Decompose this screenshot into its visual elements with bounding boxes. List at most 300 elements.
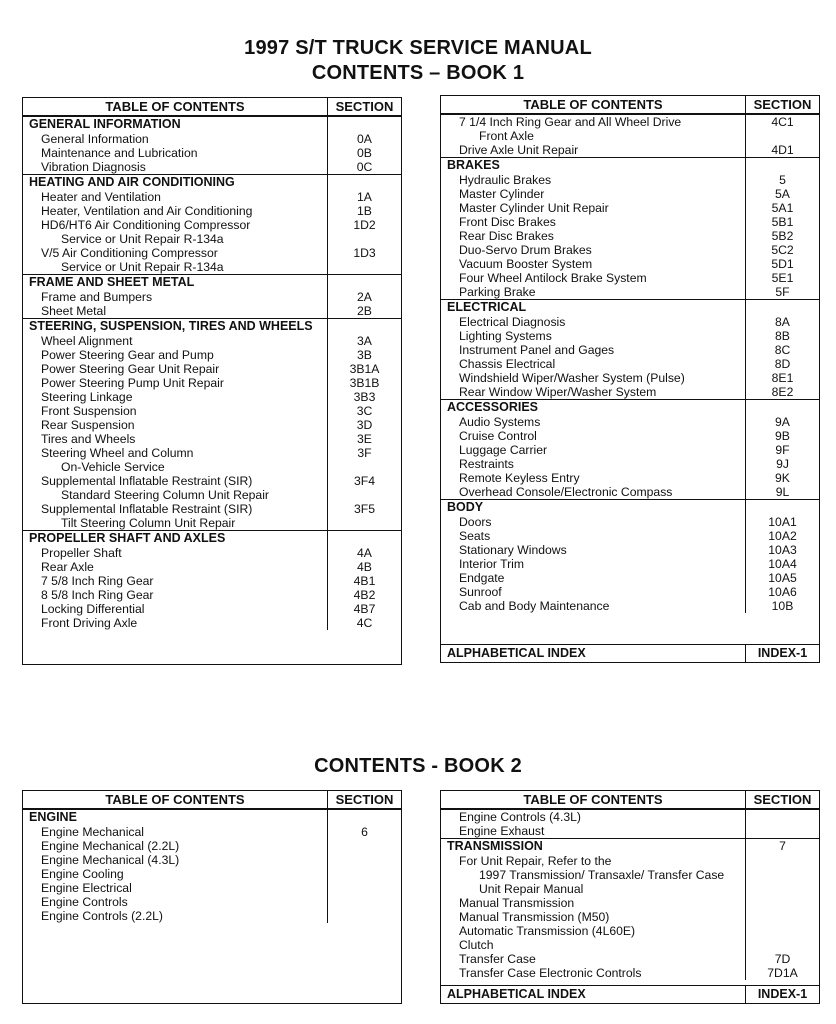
entry-section-code: 1A: [357, 190, 372, 204]
entry-title-text: 7 1/4 Inch Ring Gear and All Wheel Drive: [459, 115, 682, 129]
section-header-label: SECTION: [327, 98, 401, 115]
entry-title-text: Hydraulic Brakes: [459, 173, 552, 187]
section-header-label: SECTION: [745, 96, 819, 113]
entry-section-code: 10A5: [768, 571, 797, 585]
entry-section-code: 8E2: [771, 385, 794, 399]
toc-entry: [441, 343, 819, 357]
toc-entry: [23, 825, 401, 839]
entry-title-text: Drive Axle Unit Repair: [459, 143, 579, 157]
toc-entry: [23, 602, 401, 616]
entry-title-text: Engine Mechanical (2.2L): [41, 839, 180, 853]
entry-title: [441, 854, 746, 868]
toc-entry: [441, 201, 819, 215]
toc-entry: [23, 432, 401, 446]
entry-title: [441, 385, 746, 399]
entry-title: [441, 938, 746, 952]
entry-title-text: 8 5/8 Inch Ring Gear: [41, 588, 154, 602]
group-heading: ELECTRICAL: [447, 300, 527, 314]
entry-section-code: 9B: [775, 429, 790, 443]
entry-title: [23, 160, 328, 174]
entry-title-text: Engine Cooling: [41, 867, 124, 881]
entry-title-text: Lighting Systems: [459, 329, 552, 343]
toc-body: [23, 809, 401, 923]
toc-entry: [441, 882, 819, 896]
entry-section-code: [746, 882, 819, 896]
toc-entry: [23, 348, 401, 362]
entry-title-text: Front Driving Axle: [41, 616, 138, 630]
toc-group: [441, 838, 819, 980]
toc-entry: [441, 371, 819, 385]
entry-section-code: 3F: [357, 446, 372, 460]
toc-group: [441, 399, 819, 499]
group-heading-row: [23, 175, 401, 190]
toc-entry: [441, 443, 819, 457]
entry-title: [441, 966, 746, 980]
toc-entry: [23, 376, 401, 390]
entry-title-text: Overhead Console/Electronic Compass: [459, 485, 673, 499]
toc-entry: [23, 218, 401, 246]
entry-title: [23, 502, 328, 530]
index-label: ALPHABETICAL INDEX: [447, 987, 586, 1001]
entry-title: [441, 515, 746, 529]
entry-section-code: [746, 896, 819, 910]
entry-subtitle: Service or Unit Repair R-134a: [61, 260, 224, 274]
entry-section-code: 10A3: [768, 543, 797, 557]
entry-title: [441, 443, 746, 457]
group-heading-code: [328, 117, 401, 132]
group-heading: STEERING, SUSPENSION, TIRES AND WHEELS: [29, 319, 313, 333]
entry-section-code: 1D3: [353, 246, 376, 260]
entry-section-code: 4C: [356, 616, 373, 630]
entry-title-text: Steering Linkage: [41, 390, 133, 404]
toc-group: [23, 809, 401, 923]
entry-title-text: Maintenance and Lubrication: [41, 146, 198, 160]
entry-section-code: [328, 853, 401, 867]
toc-entry: [23, 146, 401, 160]
entry-title: [441, 585, 746, 599]
section-header-label: SECTION: [745, 791, 819, 808]
entry-title-text: Transfer Case: [459, 952, 536, 966]
entry-title-text: Duo-Servo Drum Brakes: [459, 243, 592, 257]
entry-section-code: 8D: [774, 357, 791, 371]
entry-title: [23, 204, 328, 218]
entry-section-code: 3B1B: [349, 376, 380, 390]
toc-entry: [23, 404, 401, 418]
index-code: INDEX-1: [745, 645, 819, 662]
entry-section-code: 3A: [357, 334, 372, 348]
entry-title-text: Sunroof: [459, 585, 502, 599]
entry-title-text: Transfer Case Electronic Controls: [459, 966, 642, 980]
entry-title: [23, 334, 328, 348]
entry-title-text: Vibration Diagnosis: [41, 160, 146, 174]
entry-title-text: Supplemental Inflatable Restraint (SIR): [41, 474, 253, 488]
entry-section-code: 9J: [776, 457, 789, 471]
entry-title: [23, 839, 328, 853]
index-label: ALPHABETICAL INDEX: [447, 646, 586, 660]
toc-entry: [441, 385, 819, 399]
toc-entry: [23, 839, 401, 853]
entry-title: [23, 825, 328, 839]
toc-entry: [441, 243, 819, 257]
entry-title-text: Luggage Carrier: [459, 443, 548, 457]
entry-title: [23, 304, 328, 318]
toc-entry: [23, 616, 401, 630]
entry-title: [441, 143, 746, 157]
toc-entry: [23, 290, 401, 304]
toc-entry: [441, 357, 819, 371]
entry-title: [23, 881, 328, 895]
group-heading: ACCESSORIES: [447, 400, 538, 414]
toc-group: [23, 116, 401, 174]
entry-title: [441, 910, 746, 924]
entry-section-code: 8B: [775, 329, 790, 343]
toc-group: [23, 530, 401, 630]
entry-section-code: 9F: [775, 443, 790, 457]
group-heading-code: [746, 500, 819, 515]
entry-title: [441, 215, 746, 229]
entry-section-code: 4B: [357, 560, 372, 574]
toc-entry: [23, 502, 401, 530]
entry-title: [23, 362, 328, 376]
entry-title: [23, 546, 328, 560]
toc-header: [23, 791, 401, 809]
entry-title: [441, 315, 746, 329]
entry-title-text: Frame and Bumpers: [41, 290, 153, 304]
toc-header-label: TABLE OF CONTENTS: [105, 99, 245, 114]
entry-title-text: Engine Controls (4.3L): [459, 810, 581, 824]
entry-section-code: 5B2: [771, 229, 794, 243]
entry-section-code: 0C: [356, 160, 373, 174]
entry-section-code: 10A1: [768, 515, 797, 529]
book1-right-toc: [440, 95, 820, 663]
entry-title-text: Engine Electrical: [41, 881, 132, 895]
entry-title: [441, 824, 746, 838]
entry-section-code: 1D2: [353, 218, 376, 232]
entry-section-code: 3B: [357, 348, 372, 362]
toc-entry: [441, 285, 819, 299]
group-heading-row: [441, 158, 819, 173]
toc-entry: [441, 910, 819, 924]
entry-title: [441, 882, 746, 896]
entry-title: [23, 588, 328, 602]
entry-title: [23, 432, 328, 446]
toc-entry: [441, 415, 819, 429]
group-heading: PROPELLER SHAFT AND AXLES: [29, 531, 226, 545]
entry-section-code: 2A: [357, 290, 372, 304]
entry-title: [441, 924, 746, 938]
entry-section-code: 8A: [775, 315, 790, 329]
book2-left-toc: [22, 790, 402, 1004]
group-heading-code: [328, 531, 401, 546]
entry-title-text: Master Cylinder Unit Repair: [459, 201, 609, 215]
toc-entry: [23, 895, 401, 909]
entry-section-code: 9K: [775, 471, 790, 485]
entry-title: [441, 329, 746, 343]
entry-title: [441, 357, 746, 371]
entry-section-code: 3C: [356, 404, 373, 418]
entry-title: [441, 187, 746, 201]
entry-title-text: Electrical Diagnosis: [459, 315, 566, 329]
toc-group: [23, 274, 401, 318]
entry-title-text: General Information: [41, 132, 149, 146]
entry-title-text: Rear Axle: [41, 560, 94, 574]
entry-title-text: Stationary Windows: [459, 543, 567, 557]
toc-entry: [23, 362, 401, 376]
entry-title-text: Cab and Body Maintenance: [459, 599, 610, 613]
entry-section-code: 4D1: [771, 143, 794, 157]
toc-entry: [441, 229, 819, 243]
column-divider: [745, 809, 746, 980]
toc-group: [441, 499, 819, 613]
entry-section-code: 5B1: [771, 215, 794, 229]
group-heading: FRAME AND SHEET METAL: [29, 275, 195, 289]
entry-section-code: 9L: [775, 485, 790, 499]
entry-title: [441, 457, 746, 471]
entry-title: [23, 867, 328, 881]
group-heading-row: [23, 810, 401, 825]
toc-entry: [23, 474, 401, 502]
toc-group: [441, 809, 819, 838]
entry-title: [441, 543, 746, 557]
alphabetical-index-row: [441, 985, 819, 1003]
column-divider: [745, 114, 746, 613]
toc-entry: [23, 853, 401, 867]
entry-section-code: 8C: [774, 343, 791, 357]
toc-entry: [23, 909, 401, 923]
toc-entry: [441, 571, 819, 585]
entry-title: [23, 132, 328, 146]
group-heading: TRANSMISSION: [447, 839, 543, 853]
toc-entry: [441, 529, 819, 543]
entry-title-text: For Unit Repair, Refer to the: [459, 854, 612, 868]
entry-section-code: 5F: [775, 285, 790, 299]
toc-entry: [441, 471, 819, 485]
entry-title: [23, 246, 328, 274]
group-heading-row: [441, 300, 819, 315]
group-heading: HEATING AND AIR CONDITIONING: [29, 175, 235, 189]
group-heading-row: [441, 500, 819, 515]
toc-entry: [441, 429, 819, 443]
entry-section-code: 2B: [357, 304, 372, 318]
toc-entry: [441, 315, 819, 329]
entry-section-code: 4B2: [353, 588, 376, 602]
section-header-label: SECTION: [327, 791, 401, 808]
entry-title-text: Engine Controls (2.2L): [41, 909, 163, 923]
entry-section-code: 7D1A: [767, 966, 798, 980]
toc-entry: [23, 190, 401, 204]
entry-section-code: 9A: [775, 415, 790, 429]
entry-section-code: 3F4: [353, 474, 375, 488]
toc-entry: [23, 546, 401, 560]
entry-section-code: 4C1: [771, 115, 794, 129]
group-heading-row: [441, 400, 819, 415]
entry-title: [23, 218, 328, 246]
entry-title-text: Four Wheel Antilock Brake System: [459, 271, 647, 285]
entry-subtitle: Service or Unit Repair R-134a: [61, 232, 224, 246]
entry-section-code: 5C2: [771, 243, 794, 257]
entry-subtitle: On-Vehicle Service: [61, 460, 165, 474]
group-heading-row: [23, 531, 401, 546]
entry-title: [23, 390, 328, 404]
entry-title: [441, 952, 746, 966]
toc-entry: [441, 854, 819, 868]
entry-title-text: Restraints: [459, 457, 514, 471]
column-divider: [327, 809, 328, 923]
entry-title: [441, 810, 746, 824]
entry-section-code: [746, 868, 819, 882]
entry-title-text: Audio Systems: [459, 415, 541, 429]
entry-title: [441, 257, 746, 271]
entry-title-text: V/5 Air Conditioning Compressor: [41, 246, 218, 260]
group-heading: BRAKES: [447, 158, 500, 172]
toc-header-label: TABLE OF CONTENTS: [105, 792, 245, 807]
entry-title-text: Supplemental Inflatable Restraint (SIR): [41, 502, 253, 516]
entry-title: [441, 471, 746, 485]
entry-title-text: Front Suspension: [41, 404, 137, 418]
entry-section-code: 10A2: [768, 529, 797, 543]
toc-body: [23, 116, 401, 630]
toc-entry: [23, 246, 401, 274]
toc-entry: [23, 881, 401, 895]
toc-entry: [441, 115, 819, 143]
entry-section-code: [328, 867, 401, 881]
entry-title: [441, 599, 746, 613]
toc-entry: [441, 938, 819, 952]
entry-title: [441, 415, 746, 429]
entry-title-text: Power Steering Gear Unit Repair: [41, 362, 220, 376]
entry-section-code: 3B1A: [349, 362, 380, 376]
book2-right-toc: [440, 790, 820, 1004]
entry-title-text: Rear Window Wiper/Washer System: [459, 385, 657, 399]
entry-title-text: Clutch: [459, 938, 494, 952]
toc-entry: [441, 599, 819, 613]
toc-entry: [441, 173, 819, 187]
book2-title: CONTENTS - BOOK 2: [314, 755, 522, 777]
entry-title-text: Windshield Wiper/Washer System (Pulse): [459, 371, 685, 385]
entry-title: [23, 418, 328, 432]
toc-header: [23, 98, 401, 116]
toc-header: [441, 791, 819, 809]
index-code: INDEX-1: [745, 986, 819, 1003]
entry-section-code: [746, 854, 819, 868]
entry-subtitle: Tilt Steering Column Unit Repair: [61, 516, 236, 530]
entry-title: [441, 173, 746, 187]
group-heading-row: [23, 275, 401, 290]
entry-title: [441, 271, 746, 285]
toc-entry: [441, 824, 819, 838]
entry-title: [23, 290, 328, 304]
entry-title: [23, 909, 328, 923]
toc-entry: [23, 334, 401, 348]
entry-title-text: Master Cylinder: [459, 187, 545, 201]
group-heading-row: [23, 319, 401, 334]
entry-section-code: 10A4: [768, 557, 797, 571]
entry-section-code: 5E1: [771, 271, 794, 285]
toc-entry: [441, 966, 819, 980]
entry-section-code: [328, 895, 401, 909]
entry-title-text: Power Steering Gear and Pump: [41, 348, 214, 362]
entry-title: [441, 429, 746, 443]
entry-title-text: Heater, Ventilation and Air Conditioning: [41, 204, 253, 218]
toc-entry: [441, 329, 819, 343]
toc-entry: [441, 143, 819, 157]
toc-header-label: TABLE OF CONTENTS: [523, 792, 663, 807]
toc-entry: [441, 271, 819, 285]
entry-section-code: 5: [779, 173, 786, 187]
entry-title-text: Vacuum Booster System: [459, 257, 593, 271]
column-divider: [327, 116, 328, 630]
entry-title-text: 1997 Transmission/ Transaxle/ Transfer Case: [479, 868, 725, 882]
entry-section-code: 3B3: [353, 390, 376, 404]
group-heading-code: [746, 400, 819, 415]
toc-entry: [441, 485, 819, 499]
entry-title: [441, 571, 746, 585]
entry-title-text: Tires and Wheels: [41, 432, 136, 446]
entry-title-text: Locking Differential: [41, 602, 145, 616]
entry-section-code: 5D1: [771, 257, 794, 271]
toc-header: [441, 96, 819, 114]
entry-section-code: 1B: [357, 204, 372, 218]
toc-entry: [441, 868, 819, 882]
toc-header-label: TABLE OF CONTENTS: [523, 97, 663, 112]
entry-section-code: 0B: [357, 146, 372, 160]
entry-title-text: Manual Transmission: [459, 896, 575, 910]
entry-section-code: [746, 938, 819, 952]
entry-section-code: 3D: [356, 418, 373, 432]
entry-section-code: 8E1: [771, 371, 794, 385]
entry-title: [23, 474, 328, 502]
toc-entry: [23, 132, 401, 146]
entry-section-code: [746, 824, 819, 838]
entry-title: [441, 529, 746, 543]
entry-title: [441, 201, 746, 215]
entry-title: [441, 896, 746, 910]
alphabetical-index-row: [441, 644, 819, 662]
toc-entry: [441, 543, 819, 557]
entry-subtitle: Front Axle: [479, 129, 534, 143]
entry-section-code: 3F5: [353, 502, 375, 516]
entry-title-text: Doors: [459, 515, 492, 529]
toc-entry: [441, 896, 819, 910]
toc-entry: [441, 952, 819, 966]
entry-section-code: 0A: [357, 132, 372, 146]
entry-title: [441, 343, 746, 357]
entry-title-text: Remote Keyless Entry: [459, 471, 580, 485]
group-heading-code: [746, 158, 819, 173]
entry-section-code: 10A6: [768, 585, 797, 599]
entry-title-text: Rear Suspension: [41, 418, 135, 432]
entry-section-code: [328, 839, 401, 853]
entry-title-text: Engine Controls: [41, 895, 128, 909]
toc-entry: [441, 187, 819, 201]
entry-title-text: Heater and Ventilation: [41, 190, 161, 204]
entry-title-text: Interior Trim: [459, 557, 525, 571]
toc-entry: [23, 390, 401, 404]
entry-title-text: Automatic Transmission (4L60E): [459, 924, 636, 938]
group-heading: ENGINE: [29, 810, 77, 824]
entry-title-text: Engine Mechanical: [41, 825, 144, 839]
entry-section-code: 5A: [775, 187, 790, 201]
entry-title-text: Steering Wheel and Column: [41, 446, 194, 460]
toc-entry: [23, 418, 401, 432]
entry-section-code: [328, 881, 401, 895]
entry-subtitle: Standard Steering Column Unit Repair: [61, 488, 269, 502]
toc-entry: [441, 457, 819, 471]
toc-entry: [441, 810, 819, 824]
toc-entry: [23, 204, 401, 218]
entry-title-text: Engine Exhaust: [459, 824, 545, 838]
entry-title: [441, 115, 746, 143]
